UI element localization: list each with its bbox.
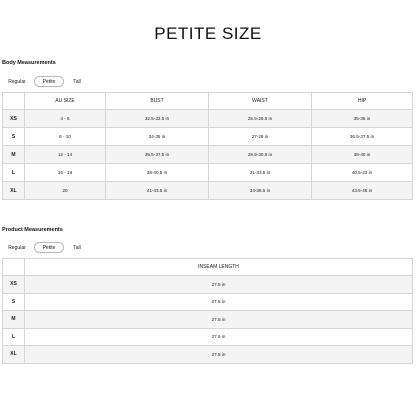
page-title: PETITE SIZE <box>154 24 262 43</box>
body-measurements-table <box>2 92 413 200</box>
product-tab-petite[interactable]: Petite <box>34 242 64 253</box>
size-label: L <box>3 164 25 182</box>
hip-cell: 36.5-37.5 in <box>312 128 413 146</box>
table-row <box>3 164 413 182</box>
inseam-cell: 27.5 in <box>25 293 413 311</box>
product-tab-tall[interactable]: Tall <box>66 242 88 253</box>
header-hip: HIP <box>312 93 413 110</box>
au-size-cell: 20 <box>25 182 106 200</box>
table-header-row <box>3 259 413 276</box>
hip-cell: 35-36 in <box>312 110 413 128</box>
header-size <box>3 259 25 276</box>
table-row <box>3 110 413 128</box>
waist-cell: 27-28 in <box>209 128 312 146</box>
table-row <box>3 128 413 146</box>
inseam-cell: 27.5 in <box>25 311 413 329</box>
table-row <box>3 182 413 200</box>
header-inseam-length: INSEAM LENGTH <box>25 259 413 276</box>
hip-cell: 43.5-46 in <box>312 182 413 200</box>
table-header-row <box>3 93 413 110</box>
size-label: M <box>3 311 25 329</box>
hip-cell: 40.5-43 in <box>312 164 413 182</box>
body-tab-regular[interactable]: Regular <box>2 76 32 87</box>
waist-cell: 28.5-30.5 in <box>209 146 312 164</box>
waist-cell: 25.5-26.5 in <box>209 110 312 128</box>
inseam-cell: 27.5 in <box>25 346 413 364</box>
waist-cell: 34-36.5 in <box>209 182 312 200</box>
body-measurements-title: Body Measurements <box>2 60 56 66</box>
header-waist: WAIST <box>209 93 312 110</box>
table-row <box>3 311 413 329</box>
table-row <box>3 146 413 164</box>
size-label: XS <box>3 276 25 294</box>
size-label: XL <box>3 182 25 200</box>
table-row <box>3 346 413 364</box>
bust-cell: 35.5-37.5 in <box>106 146 209 164</box>
inseam-cell: 27.5 in <box>25 276 413 294</box>
product-measurements-title: Product Measurements <box>2 227 63 233</box>
size-label: L <box>3 328 25 346</box>
size-label: XS <box>3 110 25 128</box>
header-size <box>3 93 25 110</box>
au-size-cell: 16 - 18 <box>25 164 106 182</box>
hip-cell: 38-40 in <box>312 146 413 164</box>
bust-cell: 38-40.5 in <box>106 164 209 182</box>
inseam-cell: 27.5 in <box>25 328 413 346</box>
table-row <box>3 328 413 346</box>
header-bust: BUST <box>106 93 209 110</box>
size-label: XL <box>3 346 25 364</box>
product-tab-regular[interactable]: Regular <box>2 242 32 253</box>
au-size-cell: 4 - 6 <box>25 110 106 128</box>
au-size-cell: 8 - 10 <box>25 128 106 146</box>
body-tab-petite[interactable]: Petite <box>34 76 64 87</box>
product-measurements-table <box>2 258 413 364</box>
body-fit-tabs <box>2 76 88 87</box>
size-label: S <box>3 128 25 146</box>
header-au-size: AU SIZE <box>25 93 106 110</box>
au-size-cell: 12 - 14 <box>25 146 106 164</box>
size-label: S <box>3 293 25 311</box>
table-row <box>3 276 413 294</box>
waist-cell: 31-33.5 in <box>209 164 312 182</box>
table-row <box>3 293 413 311</box>
bust-cell: 32.5-33.5 in <box>106 110 209 128</box>
size-label: M <box>3 146 25 164</box>
body-tab-tall[interactable]: Tall <box>66 76 88 87</box>
bust-cell: 41-43.5 in <box>106 182 209 200</box>
bust-cell: 34-35 in <box>106 128 209 146</box>
product-fit-tabs <box>2 242 88 253</box>
